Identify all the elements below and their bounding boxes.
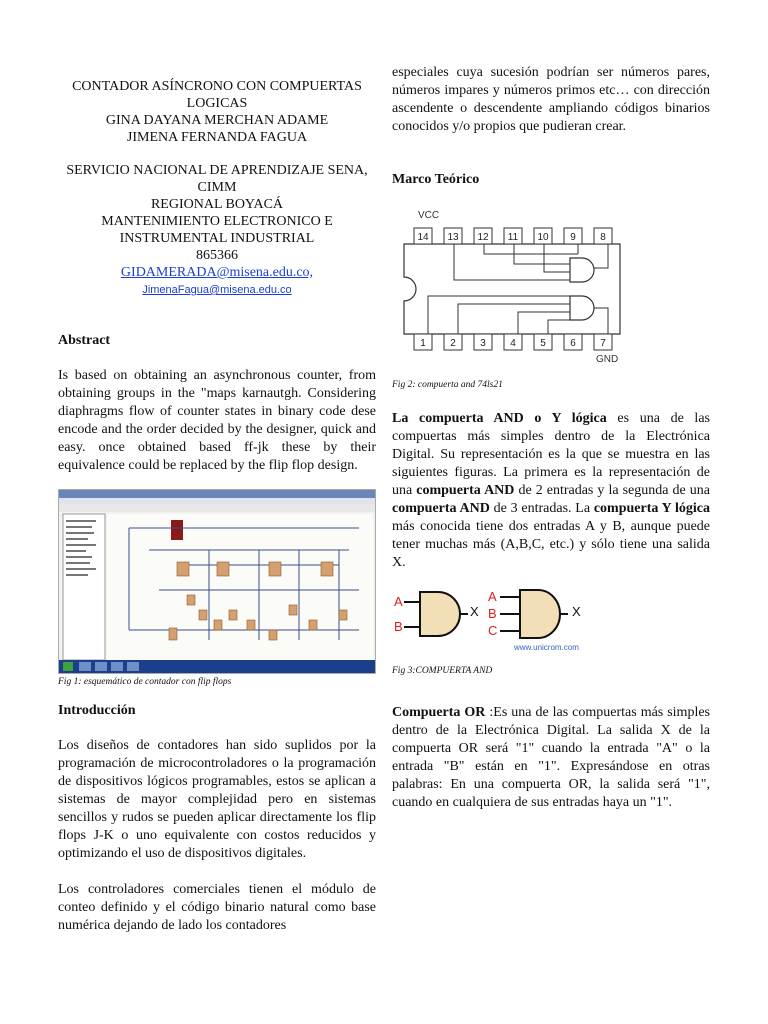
schematic-image (59, 490, 375, 673)
abstract-heading: Abstract (58, 333, 111, 348)
and-bold-2: compuerta AND (416, 483, 515, 498)
chip-pin-number: 4 (510, 338, 516, 349)
chip-pin-number: 1 (420, 338, 426, 349)
gate2-input-b: B (488, 606, 497, 621)
chip-pin-number: 9 (570, 232, 576, 243)
fig1-caption: Fig 1: esquemático de contador con flip flops (58, 677, 232, 687)
and-text-4: más conocida tiene dos entradas A y B, aunque puede tener muchas más (A,B,C, etc.) y sólo tiene una salida X. (392, 519, 710, 570)
chip-pin-number: 6 (570, 338, 576, 349)
continuation-paragraph: especiales cuya sucesión podrían ser números pares, números impares y números primos etc… con dirección ascendente o descendente ampliando códigos binarios conocidos y/o propios que pudieran crear. (392, 65, 710, 134)
or-bold-1: Compuerta OR (392, 705, 486, 720)
chip-drawing (392, 206, 632, 366)
paper-title-block (58, 78, 376, 146)
affiliation-block (58, 162, 376, 299)
gate2-output-x: X (572, 604, 581, 619)
abstract-text: Is based on obtaining an asynchronous counter, from obtaining groups in the "maps karnautgh. Considering diaphragms flow of counter states in binary code dese encode and the order decided by the designer, quick and easy. once obtained based ff-jk these by their equivalence could be replaced by the flip flop design. (58, 368, 376, 473)
affiliation-line: MANTENIMIENTO ELECTRONICO E (101, 214, 333, 229)
or-text-1: :Es una de las compuertas más simples dentro de la Electrónica Digital. La salida X de la compuerta OR será "1" cuando la entrada "A" o la entrada "B" están en "1". Expresándose en otras palabras: En una compuerta OR, la salida será "1", cuando en cualquiera de sus entradas haya un "1". (392, 705, 711, 810)
fig2-caption: Fig 2: compuerta and 74ls21 (392, 380, 503, 390)
chip-pin-number: 11 (507, 232, 519, 243)
right-column (392, 64, 710, 812)
affiliation-line: 865366 (196, 248, 238, 263)
gate1-output-x: X (470, 604, 479, 619)
chip-74ls21-diagram (392, 206, 632, 366)
email-link-1[interactable]: GIDAMERADA@misena.edu.co, (120, 265, 314, 280)
chip-pin-number: 14 (417, 232, 429, 243)
left-column (58, 78, 376, 935)
chip-pin-number: 12 (477, 232, 489, 243)
and-bold-4: compuerta Y lógica (593, 501, 710, 516)
gate2-input-a: A (488, 589, 497, 604)
chip-pin-number: 2 (450, 338, 456, 349)
and-text-1: es una de las compuertas más simples dentro de la Electrónica Digital. Su representación es la que se muestra en las siguientes figuras. La primera es la representación de una (392, 411, 710, 498)
affiliation-line: CIMM (197, 180, 237, 195)
gate1-input-a: A (394, 594, 403, 609)
author-line: GINA DAYANA MERCHAN ADAME (105, 113, 329, 128)
fig3-caption: Fig 3:COMPUERTA AND (392, 666, 493, 676)
chip-pin-number: 8 (600, 232, 606, 243)
affiliation-line: SERVICIO NACIONAL DE APRENDIZAJE SENA, (66, 163, 368, 178)
and-text-3: de 3 entradas. La (489, 501, 594, 516)
intro-paragraph-2: Los controladores comerciales tienen el módulo de conteo definido y el código binario natural como base numérica dejando de lado los contadores (58, 882, 376, 933)
chip-pin-number: 7 (600, 338, 606, 349)
intro-heading: Introducción (58, 703, 136, 718)
chip-pin-number: 5 (540, 338, 546, 349)
author-line: JIMENA FERNANDA FAGUA (126, 130, 308, 145)
title-line: CONTADOR ASÍNCRONO CON COMPUERTAS (72, 79, 362, 94)
and-gates-figure (392, 586, 612, 652)
or-gate-paragraph (392, 704, 710, 812)
chip-pin-number: 3 (480, 338, 486, 349)
gate2-input-c: C (488, 623, 498, 638)
chip-pin-number: 13 (447, 232, 459, 243)
marco-teorico-heading: Marco Teórico (392, 172, 480, 187)
title-line: LOGICAS (186, 96, 248, 111)
vcc-label: VCC (418, 210, 440, 221)
intro-paragraph-1: Los diseños de contadores han sido suplidos por la programación de microcontroladores o la programación de dispositivos lógicos programables, estos se aplican a sistemas de mayor complejidad pero en sistemas sencillos y rudos se pueden aplicar directamente los flip flops J-K o uno equivalente con costos reducidos y optimizando el uso de dispositivos digitales. (58, 738, 376, 861)
affiliation-line: REGIONAL BOYACÁ (150, 197, 284, 212)
chip-pin-number: 10 (537, 232, 549, 243)
affiliation-line: INSTRUMENTAL INDUSTRIAL (119, 231, 315, 246)
unicrom-watermark: www.unicrom.com (514, 643, 579, 652)
and-gates-drawing (392, 586, 612, 652)
and-text-2: de 2 entradas y la segunda de una (514, 483, 710, 498)
email-link-2[interactable]: JimenaFagua@misena.edu.co (142, 284, 292, 296)
and-gate-paragraph (392, 410, 710, 572)
and-bold-1: La compuerta AND o Y lógica (392, 411, 607, 426)
fig1-schematic-screenshot (58, 489, 376, 674)
and-bold-3: compuerta AND (392, 501, 490, 516)
gate1-input-b: B (394, 619, 403, 634)
gnd-label: GND (596, 354, 619, 365)
